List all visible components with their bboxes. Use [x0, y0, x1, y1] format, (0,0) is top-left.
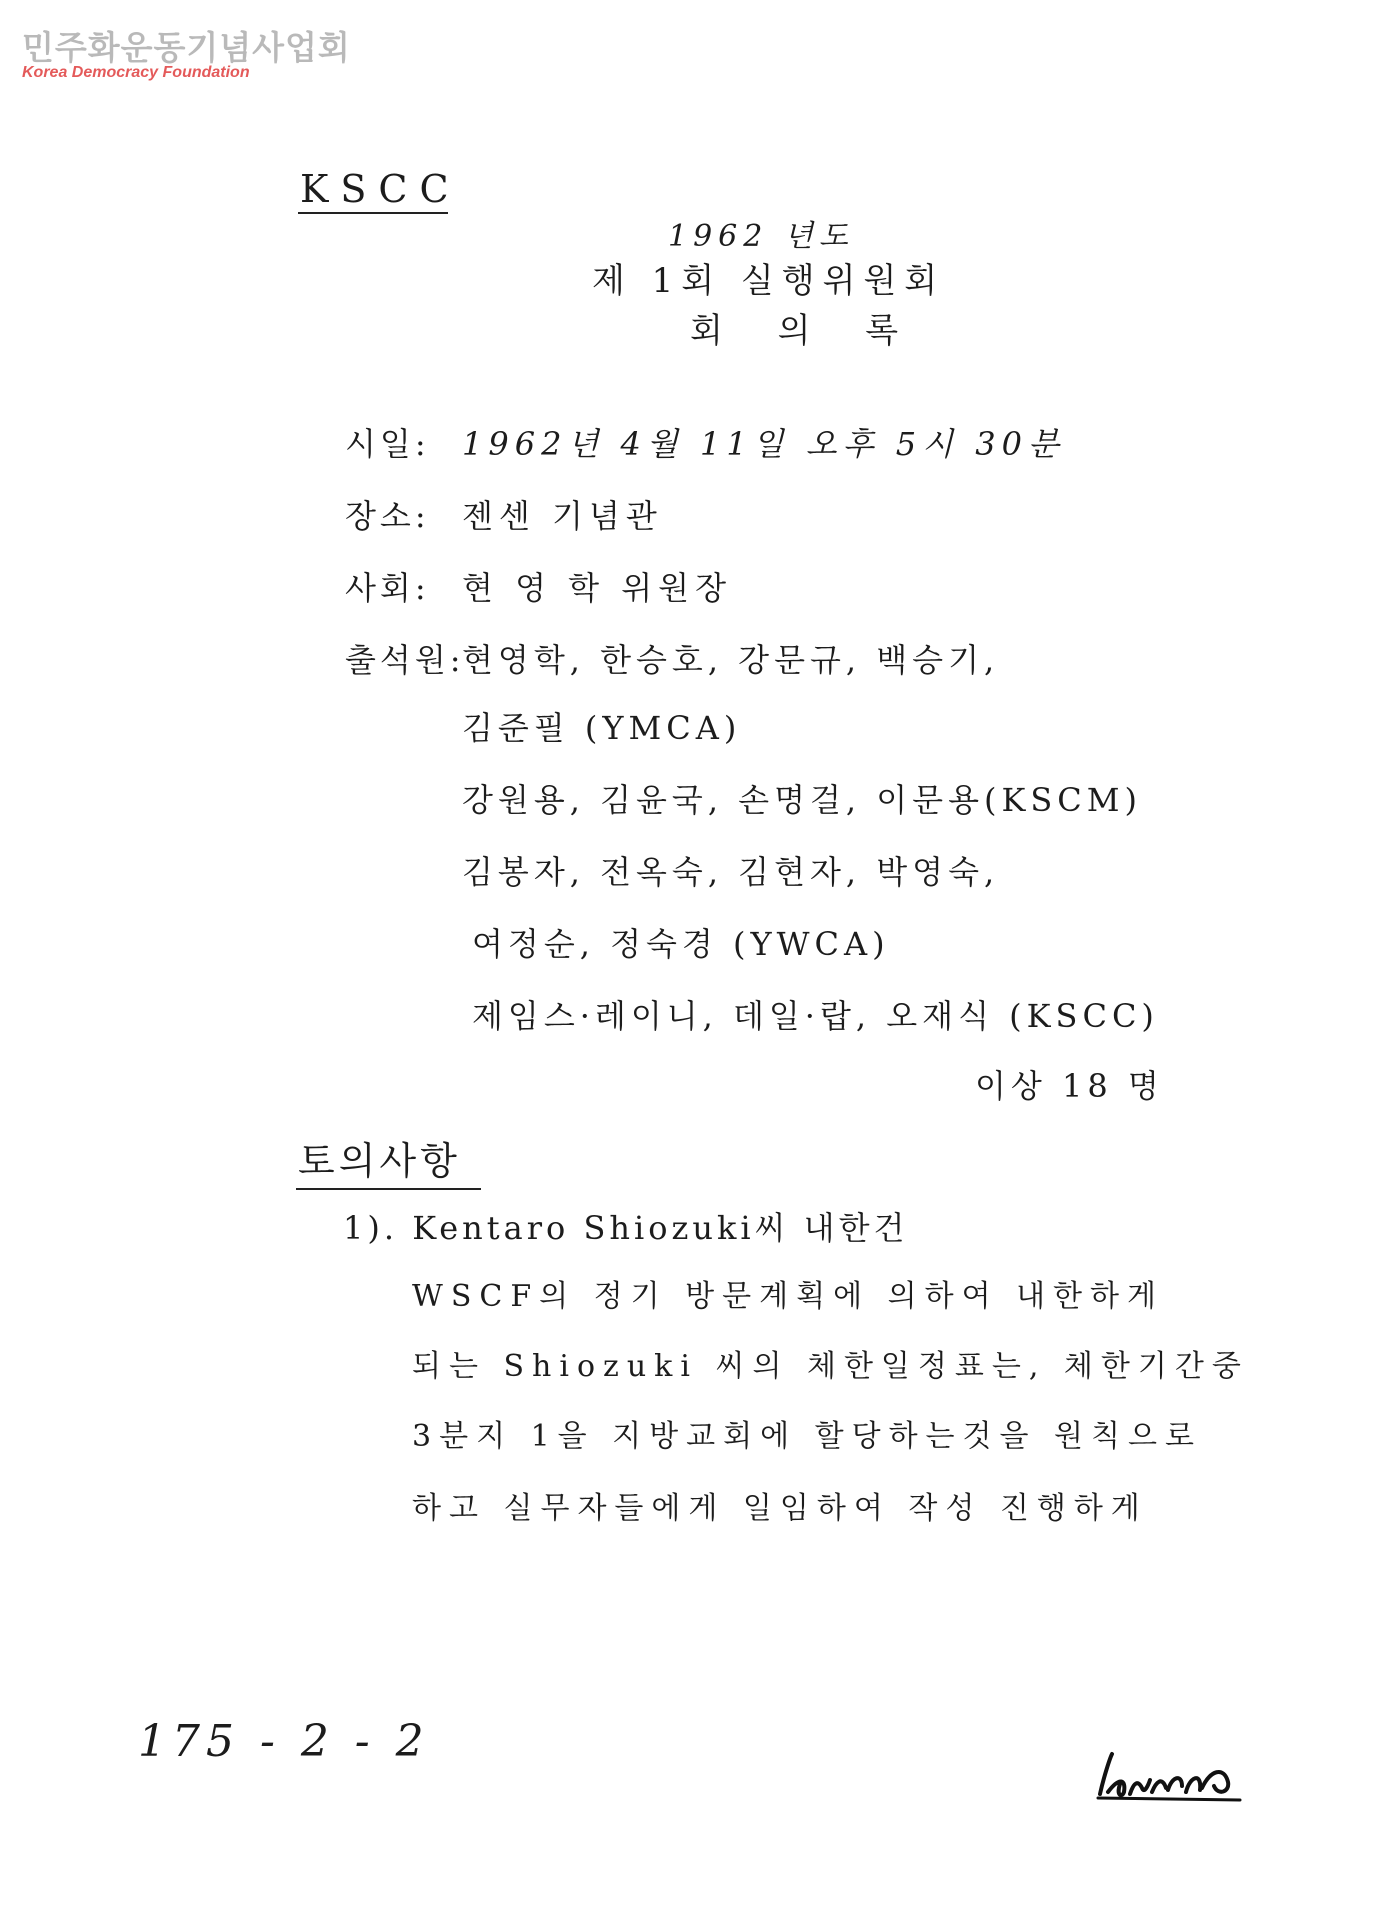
- agenda-item-title: 1). Kentaro Shiozuki씨 내한건: [343, 1209, 909, 1247]
- agenda-item-body-line: 3분지 1을 지방교회에 할당하는것을 원칙으로: [412, 1419, 1202, 1454]
- watermark-english: Korea Democracy Foundation: [22, 64, 250, 81]
- attendees-line: 김준필 (YMCA): [462, 709, 742, 747]
- attendees-line: 김봉자, 전옥숙, 김현자, 박영숙,: [462, 853, 1000, 891]
- title-minutes: 회 의 록: [690, 311, 921, 351]
- title-year: 1962 년도: [668, 219, 854, 254]
- time-label: 시일:: [345, 425, 430, 463]
- section-title: 토의사항: [298, 1139, 461, 1183]
- place-value: 젠센 기념관: [462, 497, 663, 535]
- org-heading: KSCC: [300, 167, 461, 211]
- attendees-line: 제임스·레이니, 데일·랍, 오재식 (KSCC): [472, 997, 1159, 1035]
- time-value: 1962년 4월 11일 오후 5시 30분: [462, 425, 1065, 463]
- chair-value: 현 영 학 위원장: [462, 569, 732, 607]
- document-number: 175 - 2 - 2: [138, 1716, 430, 1767]
- signature-icon: [1090, 1746, 1260, 1806]
- title-meeting: 제 1회 실행위원회: [592, 261, 946, 301]
- attendees-line: 현영학, 한승호, 강문규, 백승기,: [462, 641, 1000, 679]
- org-underline: [298, 212, 448, 214]
- watermark-korean: 민주화운동기념사업회: [22, 28, 351, 67]
- agenda-item-body-line: WSCF의 정기 방문계획에 의하여 내한하게: [412, 1279, 1165, 1314]
- section-underline: [296, 1188, 481, 1190]
- attendees-line: 여정순, 정숙경 (YWCA): [472, 925, 890, 963]
- chair-label: 사회:: [345, 569, 430, 607]
- place-label: 장소:: [345, 497, 430, 535]
- agenda-item-body-line: 하고 실무자들에게 일임하여 작성 진행하게: [412, 1491, 1148, 1526]
- agenda-item-body-line: 되는 Shiozuki 씨의 체한일정표는, 체한기간중: [412, 1349, 1249, 1384]
- attendees-line: 강원용, 김윤국, 손명걸, 이문용(KSCM): [462, 781, 1143, 819]
- attendees-label: 출석원:: [345, 641, 465, 679]
- attendees-total: 이상 18 명: [975, 1067, 1164, 1105]
